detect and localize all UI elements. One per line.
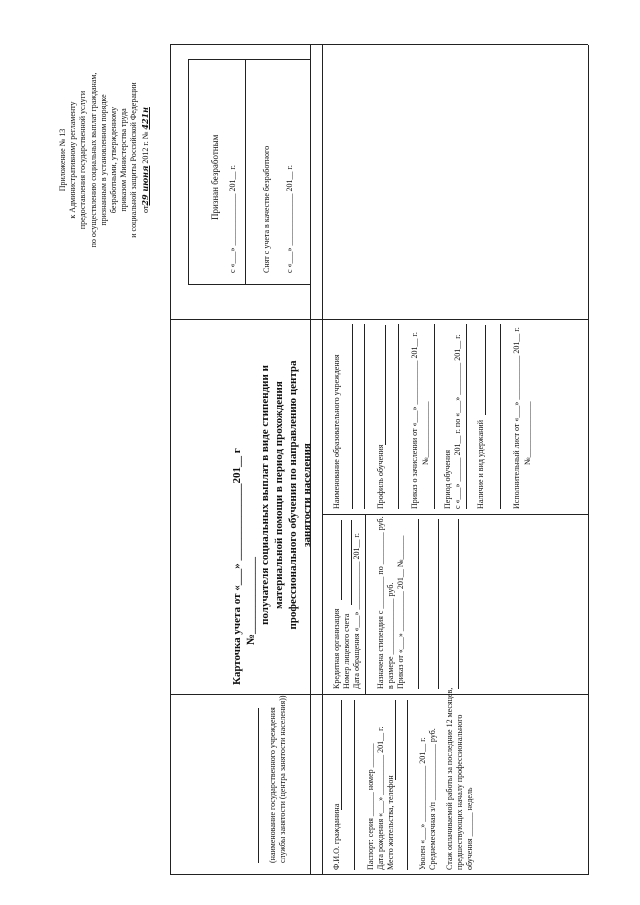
address-line — [395, 700, 396, 780]
stipend-amount-field: в размере ______________ руб. — [386, 582, 395, 689]
bank-org-line — [341, 520, 342, 600]
appendix-header — [58, 35, 151, 285]
status-removed-date: с «___» _____________ 201__ г. — [285, 165, 294, 273]
bank-divider — [365, 515, 366, 695]
status-box-right — [188, 59, 310, 60]
appendix-line: предоставления государственной услуги — [78, 90, 88, 230]
status-removed: Снят с учета в качестве безработного — [262, 145, 271, 273]
bank-org-label: Кредитная организация — [332, 608, 341, 689]
title-line: профессионального обучения по направлению центра — [287, 360, 299, 630]
fio-line-2 — [354, 700, 355, 870]
appendix-line: признанным в установленном порядке — [98, 94, 108, 226]
col4-top — [322, 45, 323, 320]
appendix-line: к Административному регламенту — [68, 101, 78, 219]
birth-date-field: Дата рождения «___» __________ 201__ г. — [376, 726, 385, 870]
writ-number: №______________ — [523, 401, 532, 465]
institution-caption: службы занятости (центра занятости населения)) — [278, 695, 287, 863]
rotated-form-sheet — [40, 25, 600, 885]
deductions-line — [485, 325, 486, 415]
enrollment-order-number: №______________ — [421, 401, 430, 465]
status-recognized: Признан безработным — [210, 134, 220, 220]
writ-field: Исполнительный лист от «___» ___________ 201__ г. — [512, 327, 521, 509]
card-title — [230, 305, 314, 685]
appeal-date-field: Дата обращения «___» ____________ 201__ г. — [352, 533, 361, 689]
title-number: №______________ — [245, 556, 257, 645]
status-recognized-date: с «___» _____________ 201__ г. — [228, 165, 237, 273]
frame-bottom — [588, 45, 589, 875]
handwritten-date: 29 июня — [139, 165, 150, 206]
experience-field: обучения ______ недель — [465, 787, 474, 870]
handwritten-order-number: 421н — [139, 107, 150, 130]
frame-top — [170, 45, 171, 875]
stipend-order-field: Приказ от «___» __________ 201__ №______ — [396, 535, 405, 689]
deductions-line-2 — [500, 324, 501, 509]
citizen-fio-label: Ф.И.О. гражданина — [332, 803, 341, 870]
dismissed-field: Уволен «___» ______________ 201__ г. — [418, 737, 427, 870]
experience-field: предшествующих началу профессионального — [455, 714, 464, 870]
col-divider-1 — [170, 694, 588, 695]
passport-field: Паспорт: серия ______ номер ______ — [366, 743, 375, 870]
col-divider-mid — [322, 514, 588, 515]
blank-line — [438, 519, 439, 689]
blank-line — [418, 519, 419, 689]
title-line: получателя социальных выплат в виде стипендии и — [259, 365, 271, 625]
frame-right — [170, 44, 588, 45]
profile-line — [385, 325, 386, 445]
edu-institution-line-2 — [364, 324, 365, 509]
period-field: с «___» ______ 201__ г. по «___» ________ 201__ г. — [453, 334, 462, 509]
salary-field: Среднемесячная з/п ______________ руб. — [428, 728, 437, 870]
enrollment-order-field: Приказ о зачислении от «___» ___________ 201__ г. — [410, 332, 419, 509]
edu-divider — [434, 324, 435, 509]
appendix-date-line: от29 июня 2012 г. № 421н — [139, 107, 150, 213]
status-box-top — [188, 60, 189, 285]
edu-institution-line — [352, 324, 353, 509]
institution-underline — [258, 708, 259, 863]
blank-line — [458, 519, 459, 689]
experience-field: Стаж оплачиваемой работы за последние 12 месяцев, — [445, 687, 454, 870]
address-field: Место жительства, телефон — [386, 775, 395, 870]
appendix-line: приказом Министерства труда — [119, 108, 129, 212]
fio-line — [341, 700, 342, 810]
appendix-line: безработными, утвержденному — [109, 106, 119, 214]
edu-institution-label: Наименование образовательного учреждения — [332, 354, 341, 509]
profile-label: Профиль обучения — [376, 444, 385, 509]
edu-divider-2 — [466, 324, 467, 509]
appendix-line: по осуществлению социальных выплат гражданам, — [88, 72, 98, 248]
period-label: Период обучения — [443, 449, 452, 509]
status-box-mid — [245, 60, 246, 285]
appendix-line: и социальной защиты Российской Федерации — [129, 82, 139, 238]
status-box-left — [188, 284, 310, 285]
institution-caption: (наименование государственного учреждения — [268, 707, 277, 863]
appendix-line: Приложение № 13 — [58, 128, 67, 192]
title-line: материальной помощи в период прохождения — [273, 381, 285, 609]
address-line-2 — [407, 700, 408, 870]
deductions-label: Наличие и вид удержаний — [476, 420, 485, 509]
stipend-field: Назначена стипендия с ________ по ________ руб. — [376, 516, 385, 689]
title-line: занятости населения — [301, 443, 313, 547]
title-line: Карточка учета от «___» ______________201__ г — [231, 448, 243, 685]
frame-left — [170, 874, 588, 875]
account-label: Номер лицевого счета — [342, 613, 351, 689]
profile-line-2 — [398, 324, 399, 509]
